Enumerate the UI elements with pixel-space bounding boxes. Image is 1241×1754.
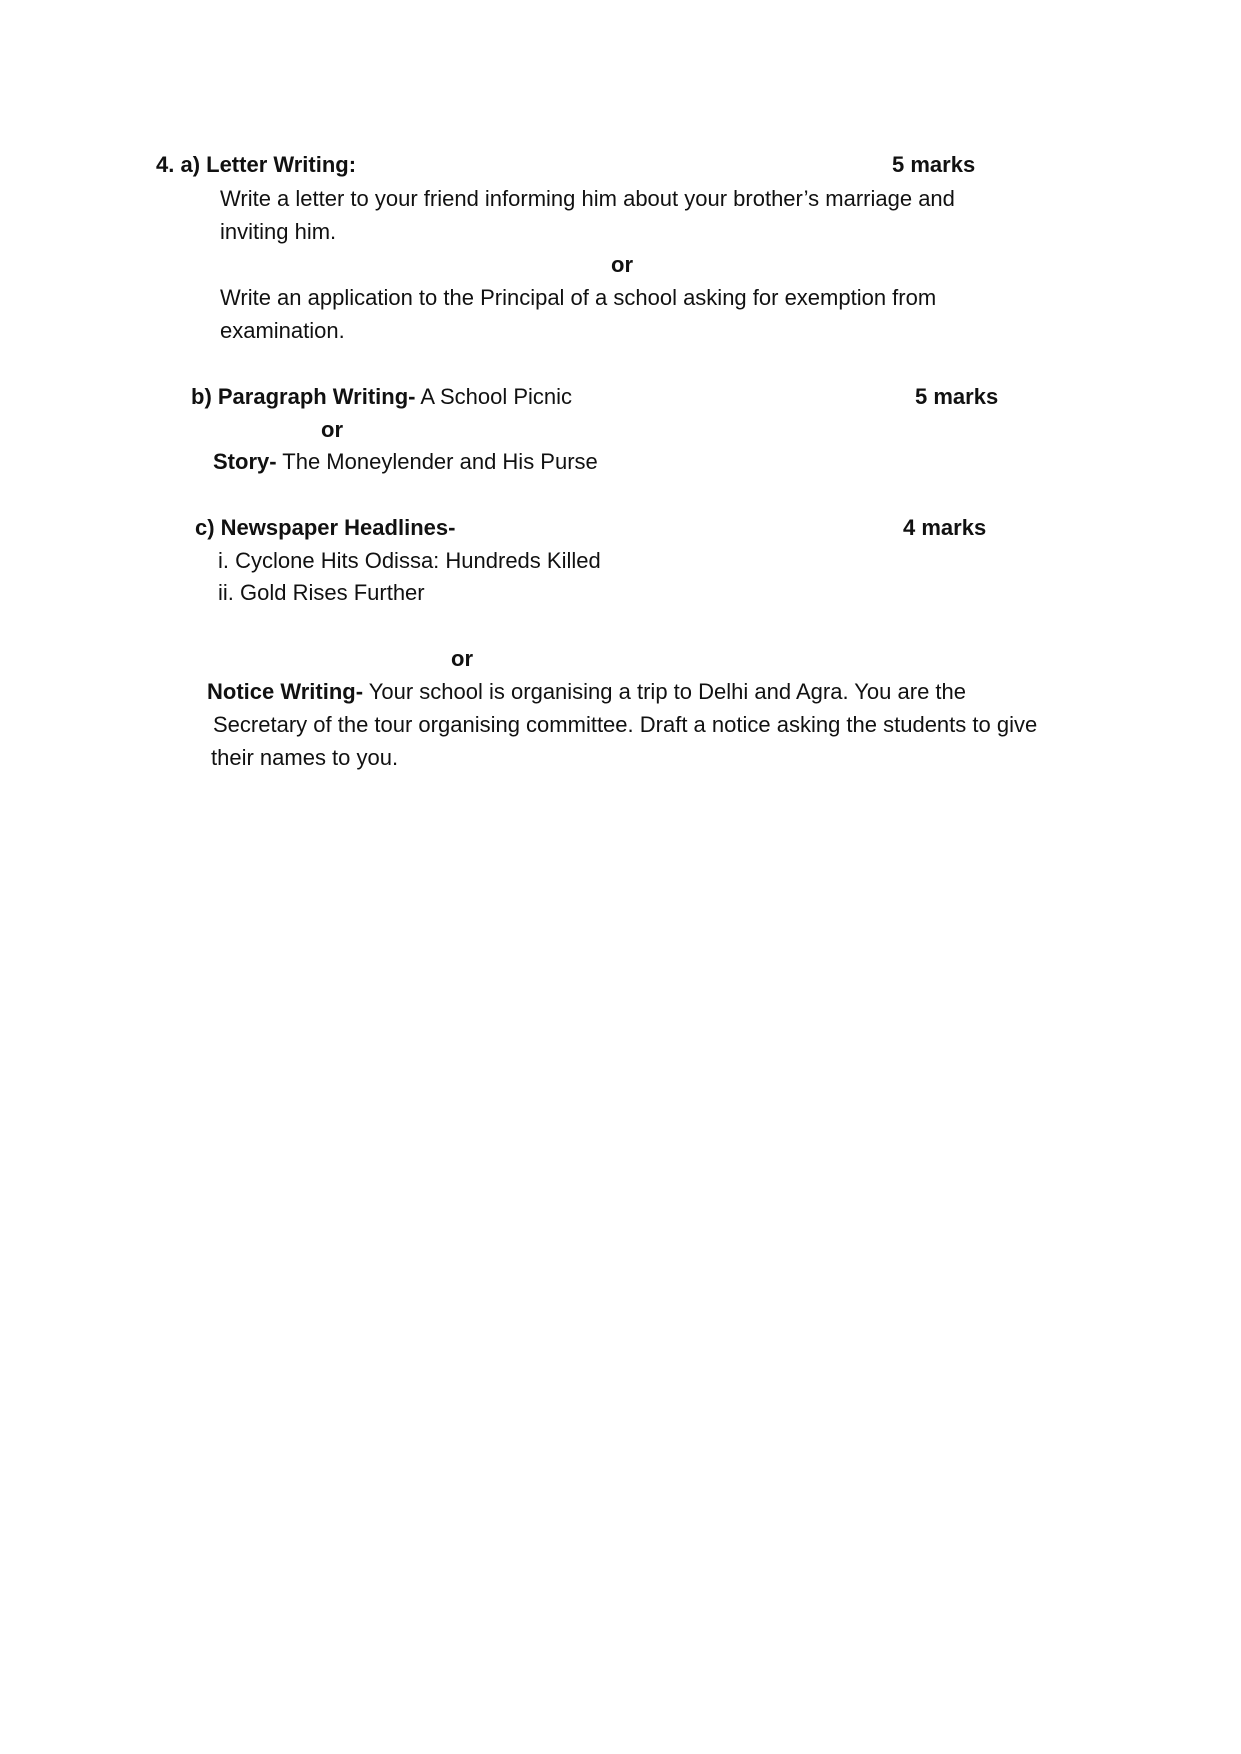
- q4c-notice-line3: their names to you.: [211, 745, 399, 770]
- q4b-topic: A School Picnic: [415, 384, 573, 409]
- q4b-paragraph-line: [191, 383, 572, 411]
- q4a-or: or: [611, 252, 633, 277]
- q4c-headline-2: ii. Gold Rises Further: [218, 580, 425, 605]
- q4c-notice-line2: Secretary of the tour organising committee. Draft a notice asking the students to give: [213, 712, 1038, 737]
- q4a-option1-line1: Write a letter to your friend informing him about your brother’s marriage and: [220, 186, 955, 211]
- q4b-story-topic: The Moneylender and His Purse: [276, 449, 598, 474]
- q4b-marks: 5 marks: [915, 384, 999, 409]
- q4b-label: b) Paragraph Writing-: [191, 384, 416, 409]
- q4c-headline-1: i. Cyclone Hits Odissa: Hundreds Killed: [218, 548, 601, 573]
- q4c-notice-text1: Your school is organising a trip to Delhi and Agra. You are the: [363, 679, 967, 704]
- q4a-option2-line1: Write an application to the Principal of a school asking for exemption from: [220, 285, 937, 310]
- q4b-or: or: [321, 417, 343, 442]
- q4a-heading: 4. a) Letter Writing:: [156, 152, 357, 177]
- q4a-option1-line2: inviting him.: [220, 219, 337, 244]
- q4b-story-line: [213, 448, 598, 476]
- q4c-notice-line1: [207, 678, 966, 706]
- q4a-marks: 5 marks: [892, 152, 976, 177]
- q4a-option2-line2: examination.: [220, 318, 345, 343]
- q4c-or: or: [451, 646, 473, 671]
- q4c-notice-label: Notice Writing-: [207, 679, 364, 704]
- q4c-heading: c) Newspaper Headlines-: [195, 515, 456, 540]
- q4c-marks: 4 marks: [903, 515, 987, 540]
- q4b-story-label: Story-: [213, 449, 277, 474]
